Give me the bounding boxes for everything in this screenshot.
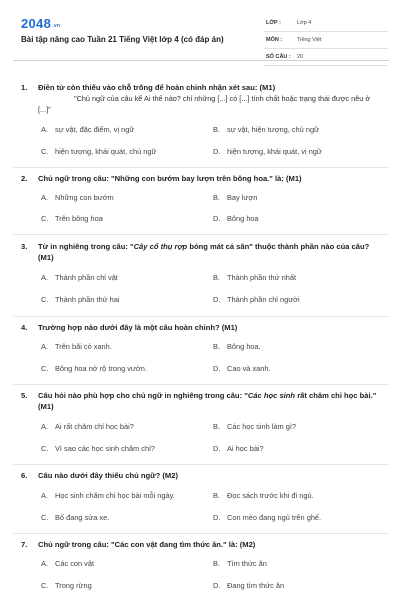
option-letter: D. bbox=[213, 581, 221, 590]
option-letter: A. bbox=[41, 193, 48, 202]
option-text: Trong rừng bbox=[55, 581, 92, 590]
question-text bbox=[13, 82, 387, 93]
question-divider bbox=[13, 167, 389, 168]
option-letter: D. bbox=[213, 364, 221, 373]
option-letter: D. bbox=[213, 444, 221, 453]
question-stem bbox=[38, 390, 387, 412]
option-letter: C. bbox=[41, 581, 49, 590]
option-text: Bông hoa bbox=[227, 214, 259, 223]
option-text: hiện tượng, khái quát, vị ngữ bbox=[227, 147, 322, 156]
option-letter: C. bbox=[41, 147, 49, 156]
option-text: Bay lượn bbox=[227, 193, 258, 202]
level-tag: (M1) bbox=[38, 253, 54, 262]
italic-phrase: Cây cổ thụ rợp bbox=[133, 242, 188, 251]
option-letter: D. bbox=[213, 214, 221, 223]
option-text: Bông hoa nở rộ trong vườn. bbox=[55, 364, 147, 373]
question-stem: Trường hợp nào dưới đây là một câu hoàn chỉnh? (M1) bbox=[38, 323, 238, 332]
option-text: sự vật, hiện tượng, chủ ngữ bbox=[227, 125, 320, 134]
option-letter: B. bbox=[213, 342, 220, 351]
question-text bbox=[13, 470, 387, 481]
option-text: sự vật, đặc điểm, vị ngữ bbox=[55, 125, 135, 134]
logo-domain: .vn bbox=[52, 23, 61, 29]
question-divider bbox=[13, 533, 389, 534]
option-text: Ai rất chăm chỉ học bài? bbox=[55, 422, 134, 431]
option-letter: C. bbox=[41, 513, 49, 522]
option-letter: B. bbox=[213, 193, 220, 202]
site-logo[interactable] bbox=[21, 16, 60, 31]
meta-row-count bbox=[264, 49, 388, 66]
stem-part: Từ in nghiêng trong câu: " bbox=[38, 242, 134, 251]
question-stem bbox=[38, 241, 387, 263]
document-header bbox=[13, 12, 389, 61]
option-text: Trên bãi cỏ xanh. bbox=[55, 342, 112, 351]
option-text: Đang tìm thức ăn bbox=[227, 581, 285, 590]
logo-text: 2048 bbox=[21, 16, 52, 31]
option-letter: B. bbox=[213, 559, 220, 568]
option-letter: C. bbox=[41, 364, 49, 373]
question-text bbox=[13, 322, 387, 333]
question-stem: Điền từ còn thiếu vào chỗ trống để hoàn chỉnh nhận xét sau: (M1) bbox=[38, 83, 276, 92]
option-letter: B. bbox=[213, 125, 220, 134]
question-divider bbox=[13, 234, 389, 235]
option-text: Đọc sách trước khi đi ngủ. bbox=[227, 491, 314, 500]
option-text: Thành phần chỉ người bbox=[227, 295, 300, 304]
option-text: Thành phần thứ hai bbox=[55, 295, 120, 304]
question-divider bbox=[13, 384, 389, 385]
question-text bbox=[13, 241, 387, 263]
option-letter: A. bbox=[41, 491, 48, 500]
option-letter: D. bbox=[213, 147, 221, 156]
question-text bbox=[13, 173, 387, 184]
option-text: Bố đang sửa xe. bbox=[55, 513, 110, 522]
question-quote bbox=[38, 93, 383, 115]
option-letter: A. bbox=[41, 422, 48, 431]
meta-value: 20 bbox=[297, 54, 304, 60]
option-letter: A. bbox=[41, 342, 48, 351]
option-letter: C. bbox=[41, 295, 49, 304]
question-number: 1. bbox=[21, 83, 28, 92]
stem-part: bóng mát cả sân" thuộc thành phần nào của câu? bbox=[187, 242, 370, 251]
meta-value: Tiếng Việt bbox=[297, 37, 322, 43]
option-text: Tìm thức ăn bbox=[227, 559, 267, 568]
question-divider bbox=[13, 464, 389, 465]
meta-key: LỚP : bbox=[266, 20, 281, 26]
option-text: Các con vật bbox=[55, 559, 95, 568]
question-number: 2. bbox=[21, 174, 28, 183]
question-number: 4. bbox=[21, 323, 28, 332]
option-letter: B. bbox=[213, 273, 220, 282]
question-number: 5. bbox=[21, 391, 28, 400]
level-tag: (M1) bbox=[38, 402, 54, 411]
stem-part: Câu hỏi nào phù hợp cho chủ ngữ in nghiêng trong câu: " bbox=[38, 391, 248, 400]
option-letter: C. bbox=[41, 444, 49, 453]
question-number: 7. bbox=[21, 540, 28, 549]
option-text: Những con bướm bbox=[55, 193, 114, 202]
question-divider bbox=[13, 316, 389, 317]
quote-line-2: [...]" bbox=[38, 105, 51, 114]
option-text: Ai học bài? bbox=[227, 444, 264, 453]
option-letter: A. bbox=[41, 125, 48, 134]
question-number: 6. bbox=[21, 471, 28, 480]
meta-row-grade bbox=[264, 15, 388, 32]
meta-key: MÔN : bbox=[266, 37, 283, 43]
option-letter: A. bbox=[41, 559, 48, 568]
italic-phrase: Các học sinh bbox=[247, 391, 296, 400]
question-stem: Chủ ngữ trong câu: "Những con bướm bay lượn trên bông hoa." là: (M1) bbox=[38, 174, 302, 183]
option-text: Các học sinh làm gì? bbox=[227, 422, 297, 431]
option-text: Bông hoa. bbox=[227, 342, 261, 351]
option-letter: A. bbox=[41, 273, 48, 282]
meta-row-subject bbox=[264, 32, 388, 49]
option-text: Cao và xanh. bbox=[227, 364, 271, 373]
option-letter: C. bbox=[41, 214, 49, 223]
meta-value: Lớp 4 bbox=[297, 20, 312, 26]
question-stem: Câu nào dưới đây thiếu chủ ngữ? (M2) bbox=[38, 471, 179, 480]
option-letter: B. bbox=[213, 422, 220, 431]
stem-part: rất chăm chỉ học bài." bbox=[295, 391, 377, 400]
option-text: Con mèo đang ngủ trên ghế. bbox=[227, 513, 322, 522]
option-text: Học sinh chăm chỉ học bài mỗi ngày. bbox=[55, 491, 175, 500]
option-text: Thành phần chỉ vật bbox=[55, 273, 118, 282]
option-letter: B. bbox=[213, 491, 220, 500]
quote-line-1: "Chủ ngữ của câu kể Ai thế nào? chỉ những [...] có [...] tính chất hoặc trạng thái được nêu ở bbox=[74, 94, 371, 103]
meta-table bbox=[264, 15, 388, 66]
question-text bbox=[13, 390, 387, 412]
document-title: Bài tập nâng cao Tuần 21 Tiếng Việt lớp 4 (có đáp án) bbox=[21, 35, 224, 44]
option-text: Vì sao các học sinh chăm chỉ? bbox=[55, 444, 155, 453]
option-text: Thành phần thứ nhất bbox=[227, 273, 297, 282]
meta-key: SỐ CÂU : bbox=[266, 54, 291, 60]
option-letter: D. bbox=[213, 513, 221, 522]
option-letter: D. bbox=[213, 295, 221, 304]
question-stem: Chủ ngữ trong câu: "Các con vật đang tìm thức ăn." là: (M2) bbox=[38, 540, 256, 549]
option-text: Trên bông hoa bbox=[55, 214, 103, 223]
question-number: 3. bbox=[21, 242, 28, 251]
option-text: hiện tượng, khái quát, chủ ngữ bbox=[55, 147, 157, 156]
question-text bbox=[13, 539, 387, 550]
